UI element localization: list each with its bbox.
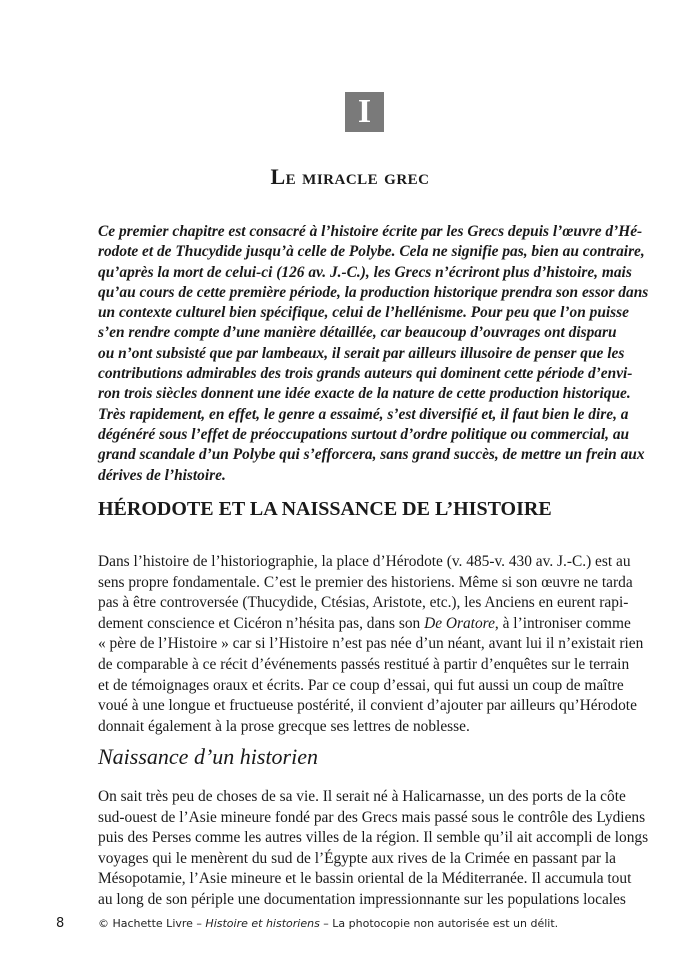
text-line: Mésopotamie, l’Asie mineure et le bassin oriental de la Méditerranée. Il accumula tout [98,870,632,888]
text-line: dégénéré sous l’effet de préoccupations surtout d’ordre politique ou commercial, au [98,425,630,443]
text-line: ou n’ont subsisté que par lambeaux, il serait par ailleurs illusoire de penser que les [98,344,625,362]
text-segment: dement conscience et Cicéron n’hésita pas, dans son [98,614,425,632]
text-line: pas à être controversée (Thucydide, Ctésias, Aristote, etc.), les Anciens en eurent rapi- [98,594,629,612]
text-line: un contexte culturel bien spécifique, celui de l’hellénisme. Pour peu que l’on puisse [98,304,629,322]
text-line: s’en rendre compte d’une manière détaillée, car beaucoup d’ouvrages ont disparu [98,324,617,342]
chapter-title: Le miracle grec [270,164,430,189]
page-number: 8 [56,916,65,931]
text-line: puis des Perses comme les autres villes de la région. Il semble qu’il ait accompli de longs [98,829,649,847]
text-line [98,614,631,635]
text-line: au long de son périple une documentation impressionnante sur les populations locales [98,890,626,908]
text-line: et de témoignages oraux et écrits. Par ce coup d’essai, qui fut aussi un coup de maître [98,676,624,694]
text-line: grand scandale d’un Polybe qui s’efforcera, sans grand succès, de mettre un frein aux [98,446,645,464]
chapter-introduction [98,222,649,486]
text-line: contributions admirables des trois grands auteurs qui dominent cette période d’envi- [98,365,633,383]
text-line: ron trois siècles donnent une idée exacte de la nature de cette production historique. [98,385,631,403]
text-line: Dans l’histoire de l’historiographie, la place d’Hérodote (v. 485-v. 430 av. J.-C.) est au [98,553,631,570]
copyright-footer [98,917,558,930]
work-title: De Oratore [424,614,495,632]
book-title: Histoire et historiens [205,917,320,930]
copyright-start: © Hachette Livre – [98,917,206,930]
text-line: voyages qui le menèrent du sud de l’Égypte aux rives de la Crimée en passant par la [98,849,616,867]
text-segment: , à l’introniser comme [494,614,631,632]
text-line: voué à une longue et fructueuse postérité, il convient d’ajouter par ailleurs qu’Hérodote [98,697,637,715]
section-heading: HÉRODOTE ET LA NAISSANCE DE L’HISTOIRE [98,498,552,520]
text-line: Très rapidement, en effet, le genre a essaimé, s’est diversifié et, il faut bien le dire, a [98,405,629,423]
subsection-heading: Naissance d’un historien [98,744,318,769]
text-line: « père de l’Histoire » car si l’Histoire n’est pas née d’un néant, avant lui il n’existait rien [98,635,644,653]
chapter-number-badge: I [345,92,384,132]
copyright-end: – La photocopie non autorisée est un délit. [319,917,559,930]
text-line: rodote et de Thucydide jusqu’à celle de Polybe. Cela ne signifie pas, bien au contraire, [98,243,645,261]
body-paragraph [98,552,644,737]
body-paragraph [98,787,649,911]
text-line: sens propre fondamentale. C’est le premier des historiens. Même si son œuvre ne tarda [98,573,633,591]
text-line: dérives de l’histoire. [98,466,226,484]
text-line: qu’au cours de cette première période, la production historique prendra son essor dans [98,283,649,301]
text-line: Ce premier chapitre est consacré à l’histoire écrite par les Grecs depuis l’œuvre d’Hé- [98,223,643,240]
text-line: On sait très peu de choses de sa vie. Il serait né à Halicarnasse, un des ports de la côte [98,788,626,805]
text-line: de comparable à ce récit d’événements passés restitué à partir d’enquêtes sur le terrain [98,655,630,673]
text-line: qu’après la mort de celui-ci (126 av. J.-C.), les Grecs n’écriront plus d’histoire, mais [98,263,632,281]
text-line: donnait également à la prose grecque ses lettres de noblesse. [98,717,470,735]
text-line: sud-ouest de l’Asie mineure fondé par des Grecs mais passé sous le contrôle des Lydiens [98,808,646,826]
